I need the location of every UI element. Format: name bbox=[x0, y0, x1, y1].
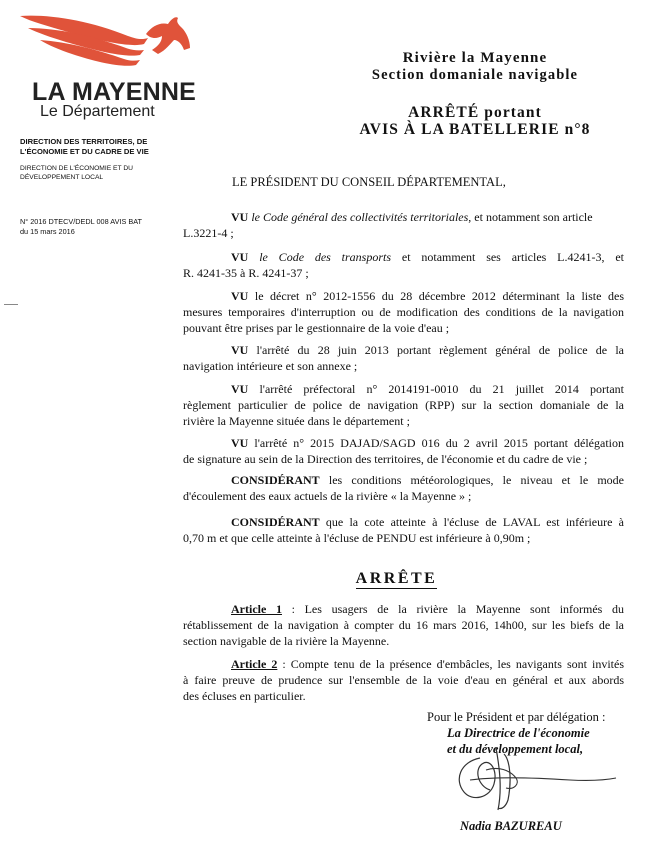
vu-paragraph-6: VU l'arrêté n° 2015 DAJAD/SAGD 016 du 2 avril 2015 portant délégation de signature au sein de la Direction des territoires, de l'économie et du cadre de vie ; bbox=[183, 436, 624, 466]
vu-paragraph-1: VU le Code général des collectivités territoriales, et notamment son article L.3221-4 ; bbox=[183, 210, 593, 240]
vu-paragraph-3: VU le décret n° 2012-1556 du 28 décembre 2012 déterminant la liste des mesures temporaires d'interruption ou de modification des conditions de la navigation pouvant être prises par le gestionnaire de la voie d'eau ; bbox=[183, 289, 624, 335]
header-section: Section domaniale navigable bbox=[371, 67, 579, 83]
header-river: Rivière la Mayenne bbox=[402, 50, 548, 66]
document-title: ARRÊTÉ portant bbox=[408, 104, 542, 121]
margin-mark bbox=[4, 304, 18, 305]
signatory-title-1: La Directrice de l'économie bbox=[447, 726, 590, 740]
reference-number: N° 2016 DTECV/DEDL 008 AVIS BAT du 15 mars 2016 bbox=[20, 217, 143, 236]
president-heading: LE PRÉSIDENT DU CONSEIL DÉPARTEMENTAL, bbox=[232, 175, 506, 189]
logo-subtitle: Le Département bbox=[40, 103, 155, 120]
vu-paragraph-4: VU l'arrêté du 28 juin 2013 portant règlement général de police de la navigation intérieure et son annexe ; bbox=[183, 343, 624, 373]
considerant-paragraph-2: CONSIDÉRANT que la cote atteinte à l'écluse de LAVAL est inférieure à 0,70 m et que celle atteinte à l'écluse de PENDU est inférieure à 0,90m ; bbox=[183, 515, 624, 545]
considerant-paragraph-1: CONSIDÉRANT les conditions météorologiques, le niveau et le mode d'écoulement des eaux actuels de la rivière « la Mayenne » ; bbox=[183, 473, 624, 503]
article-2: Article 2 : Compte tenu de la présence d'embâcles, les navigants sont invités à faire preuve de prudence sur l'ensemble de la voie d'eau en général et aux abords des écluses en particulier. bbox=[183, 657, 624, 703]
delegation-line: Pour le Président et par délégation : bbox=[427, 710, 606, 724]
la-mayenne-logo-icon bbox=[18, 10, 193, 72]
signatory-name: Nadia BAZUREAU bbox=[460, 819, 562, 833]
vu-paragraph-2: VU le Code des transports et notamment ses articles L.4241-3, et R. 4241-35 à R. 4241-37 ; bbox=[183, 250, 624, 280]
handwritten-signature-icon bbox=[450, 740, 620, 820]
department-subdirection: DIRECTION DE L'ÉCONOMIE ET DU DÉVELOPPEMENT LOCAL bbox=[20, 165, 133, 181]
document-subtitle: AVIS À LA BATELLERIE n°8 bbox=[359, 121, 591, 138]
arrete-heading: ARRÊTE bbox=[355, 570, 438, 587]
article-1: Article 1 : Les usagers de la rivière la Mayenne sont informés du rétablissement de la navigation à compter du 16 mars 2016, 14h00, sur les biefs de la section navigable de la rivière la Mayenne. bbox=[183, 602, 625, 648]
signatory-title-2: et du développement local, bbox=[447, 742, 584, 756]
logo-title: LA MAYENNE bbox=[32, 78, 197, 106]
vu-paragraph-5: VU l'arrêté préfectoral n° 2014191-0010 du 21 juillet 2014 portant règlement particulier de police de navigation (RPP) sur la section domaniale de la rivière la Mayenne située dans le département ; bbox=[183, 382, 624, 428]
department-direction: DIRECTION DES TERRITOIRES, DE L'ÉCONOMIE ET DU CADRE DE VIE bbox=[20, 137, 149, 156]
